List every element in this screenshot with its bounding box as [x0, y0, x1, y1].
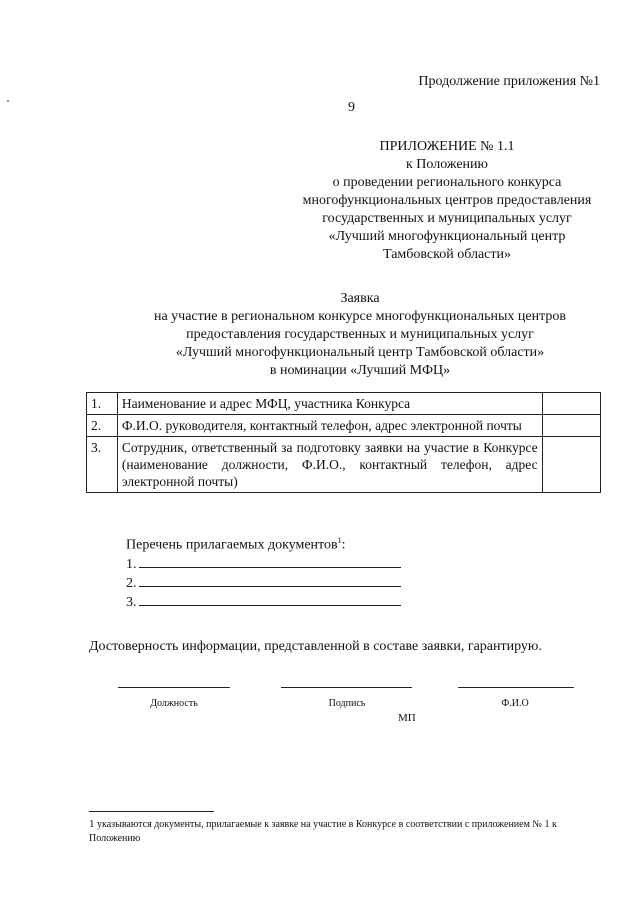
footnote-mark: 1: [89, 818, 95, 830]
list-item: 3.: [126, 593, 401, 612]
row-number: 1.: [87, 393, 118, 415]
row-value-cell[interactable]: [542, 415, 600, 437]
sign-label: Подпись: [328, 698, 366, 709]
appendix-line: «Лучший многофункциональный центр: [328, 229, 566, 244]
guarantee-statement: Достоверность информации, представленной в составе заявки, гарантирую.: [89, 639, 542, 654]
footnote-text: указываются документы, прилагаемые к заявке на участие в Конкурсе в соответствии с приложением № 1 к Положению: [89, 819, 557, 844]
row-number: 3.: [87, 437, 118, 493]
application-line: предоставления государственных и муниципальных услуг: [186, 327, 534, 342]
list-item: 1.: [126, 555, 401, 574]
list-item: 2.: [126, 574, 401, 593]
appendix-line: к Положению: [405, 157, 488, 172]
scan-artifact: [7, 100, 9, 102]
name-signature-line[interactable]: [458, 687, 574, 688]
appendix-line: о проведении регионального конкурса: [332, 175, 562, 190]
position-signature-line[interactable]: [118, 687, 230, 688]
row-number: 2.: [87, 415, 118, 437]
documents-list: [126, 532, 401, 612]
appendix-line: многофункциональных центров предоставления: [302, 193, 592, 208]
sign-signature-line[interactable]: [281, 687, 412, 688]
row-label: Наименование и адрес МФЦ, участника Конкурса: [117, 393, 542, 415]
footnote-divider: [89, 811, 214, 812]
table-row: [87, 415, 601, 437]
document-blank-line[interactable]: [139, 574, 401, 587]
application-line: на участие в региональном конкурсе многофункциональных центров: [153, 309, 567, 324]
name-label: Ф.И.О: [501, 698, 529, 709]
row-value-cell[interactable]: [542, 393, 600, 415]
page-number: 9: [348, 100, 355, 115]
appendix-line: государственных и муниципальных услуг: [322, 211, 572, 226]
stamp-label: МП: [398, 712, 416, 724]
application-title: Заявка: [340, 291, 380, 306]
footnote: [89, 817, 609, 846]
row-label: Сотрудник, ответственный за подготовку заявки на участие в Конкурсе (наименование должности, Ф.И.О., контактный телефон, адрес электронной почты): [117, 437, 542, 493]
application-form-table: [86, 392, 601, 493]
row-value-cell[interactable]: [542, 437, 600, 493]
table-row: [87, 437, 601, 493]
table-row: [87, 393, 601, 415]
continuation-note: Продолжение приложения №1: [418, 74, 600, 89]
application-line: «Лучший многофункциональный центр Тамбовской области»: [175, 345, 545, 360]
footnote-ref: 1: [337, 536, 342, 545]
documents-heading: Перечень прилагаемых документов$^1$:: [126, 536, 346, 553]
application-heading: [80, 290, 640, 380]
appendix-block: [262, 138, 632, 264]
document-blank-line[interactable]: [139, 555, 401, 568]
document-blank-line[interactable]: [139, 593, 401, 606]
row-label: Ф.И.О. руководителя, контактный телефон, адрес электронной почты: [117, 415, 542, 437]
application-line: в номинации «Лучший МФЦ»: [269, 363, 451, 378]
appendix-title: ПРИЛОЖЕНИЕ № 1.1: [379, 139, 515, 154]
position-label: Должность: [150, 698, 198, 709]
appendix-line: Тамбовской области»: [382, 247, 512, 262]
